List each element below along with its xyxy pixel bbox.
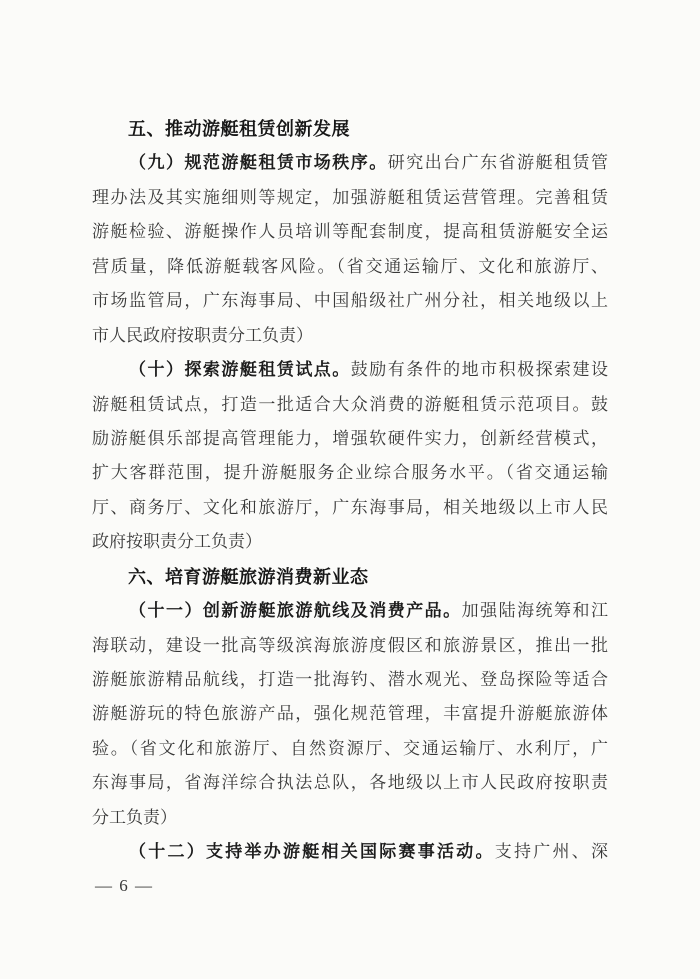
paragraph-text: 鼓励有条件的地市积极探索建设 [350,360,608,380]
paragraph-line: 理办法及其实施细则等规定，加强游艇租赁运营管理。完善租赁 [92,187,608,207]
paragraph-lead: （十）探索游艇租赁试点。 [129,360,351,380]
paragraph-lead: （十二）支持举办游艇相关国际赛事活动。 [129,842,495,862]
paragraph-line: 海联动，建设一批高等级滨海旅游度假区和旅游景区，推出一批 [92,635,608,655]
paragraph-line: 东海事局，省海洋综合执法总队，各地级以上市人民政府按职责 [92,773,608,793]
paragraph-line [92,353,608,387]
paragraph-text: 支持广州、深 [494,842,608,862]
paragraph-lead: （十一）创新游艇旅游航线及消费产品。 [129,601,462,621]
paragraph-line [92,835,608,869]
paragraph-line: 验。（省文化和旅游厅、自然资源厅、交通运输厅、水利厅，广 [92,738,608,758]
paragraph-line: 游艇检验、游艇操作人员培训等配套制度，提高租赁游艇安全运 [92,222,608,242]
page-number: — 6 — [95,876,154,895]
paragraph-line [92,594,608,628]
paragraph-line: 营质量，降低游艇载客风险。（省交通运输厅、文化和旅游厅、 [92,256,608,276]
paragraph-line: 扩大客群范围，提升游艇服务企业综合服务水平。（省交通运输 [92,463,608,483]
paragraph-line: 政府按职责分工负责） [92,532,262,552]
paragraph-line: 游艇游玩的特色旅游产品，强化规范管理，丰富提升游艇旅游体 [92,704,608,724]
paragraph-line [92,146,608,180]
section-heading: 六、培育游艇旅游消费新业态 [128,566,369,587]
paragraph-line: 游艇旅游精品航线，打造一批海钓、潜水观光、登岛探险等适合 [92,670,608,689]
paragraph-text: 研究出台广东省游艇租赁管 [387,153,608,173]
section-heading: 五、推动游艇租赁创新发展 [128,119,350,139]
paragraph-text: 加强陆海统筹和江 [461,601,608,621]
paragraph-line: 游艇租赁试点，打造一批适合大众消费的游艇租赁示范项目。鼓 [92,394,608,414]
paragraph-lead: （九）规范游艇租赁市场秩序。 [129,153,388,173]
document-body [92,112,608,870]
paragraph-line: 市场监管局，广东海事局、中国船级社广州分社，相关地级以上 [92,291,608,311]
paragraph-line: 市人民政府按职责分工负责） [92,325,313,345]
paragraph-line: 励游艇俱乐部提高管理能力，增强软硬件实力，创新经营模式， [92,428,608,448]
paragraph-line: 厅、商务厅、文化和旅游厅，广东海事局，相关地级以上市人民 [92,497,608,517]
paragraph-line: 分工负责） [92,807,177,827]
